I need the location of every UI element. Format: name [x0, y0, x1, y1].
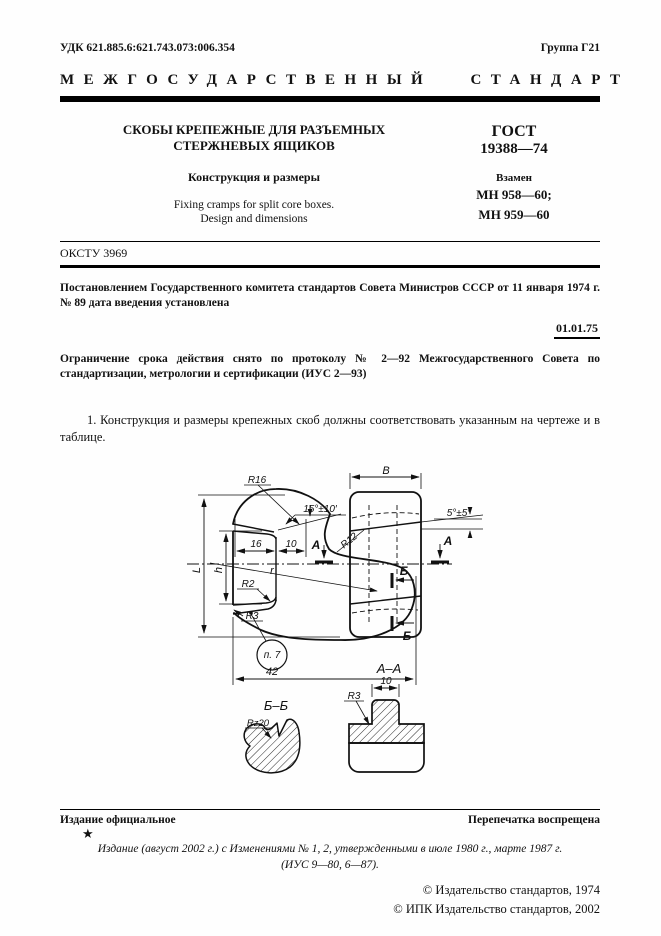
label-angle5: 5°±5′ — [446, 508, 470, 520]
side-view — [350, 473, 483, 637]
standard-title-en — [90, 198, 418, 228]
title-right-column — [428, 122, 600, 227]
title-left-column — [60, 122, 428, 227]
copyright-1974: © Издательство стандартов, 1974 — [422, 883, 600, 898]
standard-title-ru — [90, 122, 418, 155]
udc-code: УДК 621.885.6:621.743.073:006.354 — [60, 42, 235, 54]
limitation-paragraph: Ограничение срока действия снято по протоколу № 2—92 Межгосударственного Совета по стандартизации, метрологии и сертификации (ИУС 2—93) — [60, 352, 600, 380]
replaces-standard-2: МН 959—60 — [478, 206, 550, 222]
footer-row — [60, 814, 600, 826]
okstu-rule-bottom — [60, 265, 600, 268]
label-aa-dim10: 10 — [380, 676, 392, 688]
label-bb-title: Б–Б — [263, 698, 289, 714]
title-ru-line1: СКОБЫ КРЕПЕЖНЫЕ ДЛЯ РАЗЪЕМНЫХ — [122, 122, 386, 137]
effective-date-line — [60, 319, 600, 339]
footer-rule — [60, 809, 600, 810]
gost-label: ГОСТ — [491, 123, 537, 140]
title-block — [60, 122, 600, 227]
label-angle15: 15°±10′ — [303, 504, 337, 516]
label-dim-B: В — [382, 465, 390, 478]
label-r3: R3 — [245, 611, 259, 623]
title-ru-line2: СТЕРЖНЕВЫХ ЯЩИКОВ — [173, 138, 335, 154]
udc-row — [60, 42, 600, 54]
label-dim10: 10 — [285, 539, 297, 551]
label-note7: п. 7 — [263, 650, 281, 662]
okstu-rule-top — [60, 241, 600, 242]
label-section-a-right: А — [443, 534, 453, 549]
label-dim-h: h — [213, 567, 225, 574]
official-edition-label: Издание официальное — [60, 814, 176, 827]
front-view — [187, 485, 452, 688]
technical-drawing — [186, 461, 490, 783]
label-dim-r: r — [270, 565, 274, 578]
star-mark: ★ — [82, 826, 94, 842]
label-aa-r3: R3 — [347, 691, 361, 703]
replaces-label: Взамен — [496, 172, 532, 185]
reprint-prohibited-label: Перепечатка воспрещена — [468, 814, 600, 827]
copyright-block — [60, 881, 600, 917]
title-en-line1: Fixing cramps for split core boxes. — [173, 198, 335, 211]
label-dim16: 16 — [250, 539, 262, 551]
edition-note-line2: (ИУС 9—80, 6—87). — [281, 858, 379, 871]
standard-subtitle: Конструкция и размеры — [188, 169, 320, 184]
gost-number: 19388—74 — [480, 141, 548, 158]
label-section-b-2: Б — [402, 629, 412, 644]
label-aa-title: А–А — [376, 661, 402, 677]
clause-1: 1. Конструкция и размеры крепежных скоб должны соответствовать указанным на чертеже и в таблице. — [60, 412, 600, 444]
okstu-code: ОКСТУ 3969 — [60, 246, 128, 261]
decree-paragraph: Постановлением Государственного комитета стандартов Совета Министров СССР от 11 января 1974 г. № 89 дата введения установлена — [60, 281, 600, 309]
label-r12: R12 — [338, 531, 361, 552]
label-r2: R2 — [241, 579, 255, 591]
label-dim42: 42 — [265, 666, 279, 679]
group-code: Группа Г21 — [540, 42, 600, 54]
label-r16: R16 — [247, 475, 267, 487]
copyright-2002: © ИПК Издательство стандартов, 2002 — [393, 901, 600, 916]
label-bb-rz20: Rz20 — [246, 718, 270, 730]
title-en-line2: Design and dimensions — [200, 213, 308, 226]
label-section-a-left: А — [311, 538, 321, 553]
edition-note — [60, 842, 600, 873]
edition-note-line1: Издание (август 2002 г.) с Изменениями № 1, 2, утвержденными в июле 1980 г., марте 1987 г. — [97, 843, 563, 856]
label-section-b-1: Б — [399, 564, 409, 579]
label-dim-L: L — [191, 567, 203, 574]
replaces-standard-1: МН 958—60; — [476, 187, 552, 203]
standard-kind-title: МЕЖГОСУДАРСТВЕННЫЙ СТАНДАРТ — [60, 72, 630, 88]
effective-date: 01.01.75 — [554, 321, 600, 339]
header-rule-thick — [60, 96, 600, 102]
